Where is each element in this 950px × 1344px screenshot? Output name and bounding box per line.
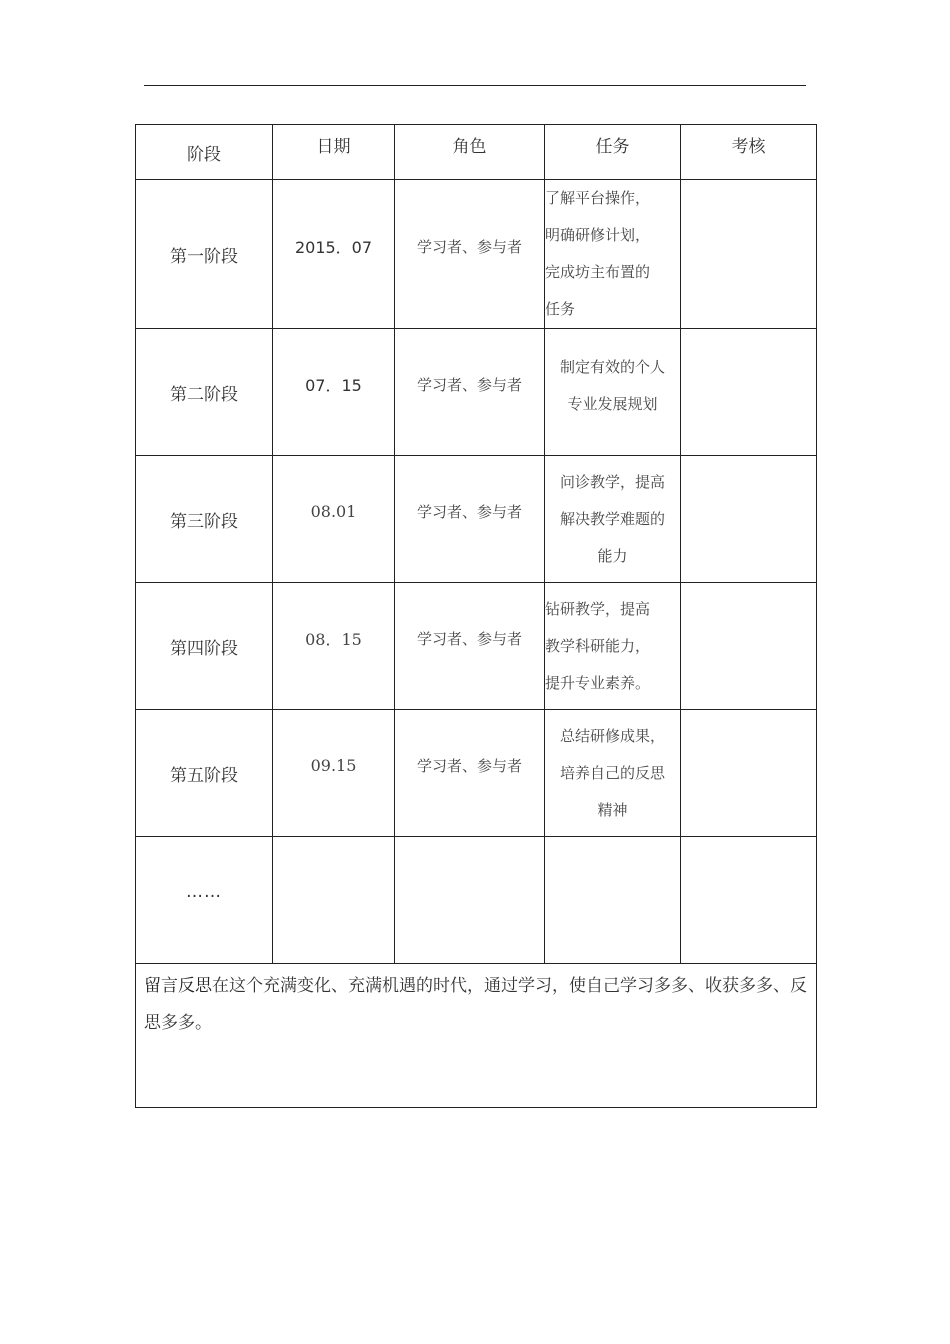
task-line: 培养自己的反思 [559,763,665,782]
table-header-row [136,125,817,180]
role-cell [395,837,545,964]
task-line: 了解平台操作， [545,189,651,207]
date-cell: 09.15 [273,710,395,837]
table-row [136,456,817,583]
role-cell: 学习者、参与者 [395,710,545,837]
role-cell: 学习者、参与者 [395,583,545,710]
role-cell: 学习者、参与者 [395,180,545,329]
task-line: 明确研修计划， [545,226,651,244]
table-row [136,710,817,837]
assessment-cell [681,710,817,837]
assessment-cell [681,180,817,329]
stage-cell: 第四阶段 [136,583,273,710]
header-rule [144,85,806,86]
task-line: 解决教学难题的 [559,509,665,528]
reflection-row [136,964,817,1108]
task-cell [545,329,681,456]
date-cell: 08．15 [273,583,395,710]
table-row [136,837,817,964]
task-line: 精神 [597,800,628,819]
task-cell [545,710,681,837]
task-line: 教学科研能力， [545,636,651,655]
stage-cell: 第一阶段 [136,180,273,329]
task-line: 专业发展规划 [567,395,658,413]
date-cell: 2015．07 [273,180,395,329]
ellipsis-cell: …… [136,837,273,964]
date-cell: 08.01 [273,456,395,583]
date-cell: 07．15 [273,329,395,456]
role-cell: 学习者、参与者 [395,456,545,583]
task-line: 能力 [597,546,628,565]
task-cell [545,583,681,710]
task-line: 提升专业素养。 [545,673,651,692]
reflection-text: 在这个充满变化、充满机遇的时代，通过学习，使自己学习多多、收获多多、反思多多。 [144,976,807,1033]
task-cell [545,837,681,964]
assessment-cell [681,456,817,583]
table-row [136,583,817,710]
table-row [136,329,817,456]
task-line: 完成坊主布置的 [545,263,651,281]
assessment-cell [681,583,817,710]
task-cell [545,180,681,329]
role-cell: 学习者、参与者 [395,329,545,456]
task-cell [545,456,681,583]
date-cell [273,837,395,964]
header-task: 任务 [545,125,681,180]
task-line: 总结研修成果， [559,726,665,745]
header-stage: 阶段 [136,125,273,180]
reflection-label: 留言反思 [144,976,212,996]
assessment-cell [681,837,817,964]
table-row [136,180,817,329]
stage-cell: 第三阶段 [136,456,273,583]
assessment-cell [681,329,817,456]
stage-cell: 第二阶段 [136,329,273,456]
header-date: 日期 [273,125,395,180]
task-line: 问诊教学，提高 [559,472,665,491]
task-line: 制定有效的个人 [559,358,665,376]
task-line: 任务 [545,300,576,318]
header-assessment: 考核 [681,125,817,180]
stage-cell: 第五阶段 [136,710,273,837]
reflection-cell [136,964,817,1108]
header-role: 角色 [395,125,545,180]
task-line: 钻研教学，提高 [545,599,651,618]
study-plan-table [135,124,817,1108]
